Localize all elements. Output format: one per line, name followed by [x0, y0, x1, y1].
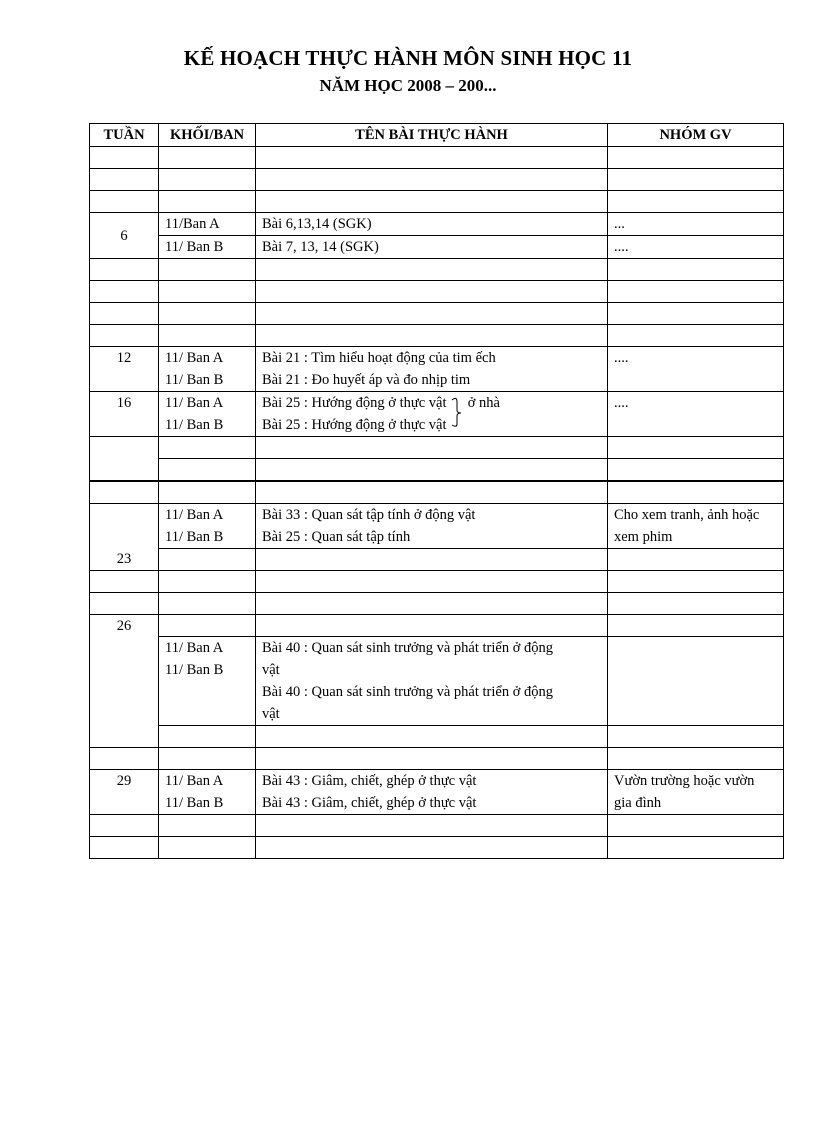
- class-a: 11/ Ban A: [165, 395, 224, 411]
- lesson-b: Bài 25 : Hướng động ở thực vật: [262, 417, 447, 433]
- lesson-cell: [256, 392, 608, 437]
- lesson-cell: [256, 504, 608, 549]
- brace-icon: [450, 392, 464, 432]
- class-cell: [159, 504, 256, 549]
- table-row: [90, 770, 784, 815]
- class-a: 11/ Ban A: [165, 350, 224, 366]
- page-title: KẾ HOẠCH THỰC HÀNH MÔN SINH HỌC 11: [183, 46, 633, 70]
- table-row: [90, 615, 784, 637]
- table-row: [90, 637, 784, 726]
- lesson-a: Bài 33 : Quan sát tập tính ở động vật: [262, 507, 476, 523]
- table-row: [90, 549, 784, 571]
- table-row: [90, 325, 784, 347]
- group-cell: ....: [608, 347, 784, 392]
- class-b: 11/ Ban B: [165, 417, 224, 433]
- class-b: 11/ Ban B: [165, 795, 224, 811]
- header-class: KHỐI/BAN: [159, 124, 256, 147]
- table-row: [90, 726, 784, 748]
- header-week: TUẦN: [90, 124, 159, 147]
- group-cell: ....: [608, 392, 784, 437]
- table-row: [90, 303, 784, 325]
- week-cell: 26: [90, 615, 159, 748]
- group-cell: [608, 504, 784, 549]
- class-cell: 11/Ban A: [159, 213, 256, 236]
- table-header-row: [90, 124, 784, 147]
- class-cell: [159, 770, 256, 815]
- group-cell: ....: [608, 236, 784, 259]
- table-row: [90, 481, 784, 504]
- header-group: NHÓM GV: [608, 124, 784, 147]
- lesson-a: Bài 40 : Quan sát sinh trưởng và phát triển ở động: [262, 640, 553, 656]
- table-row: [90, 191, 784, 213]
- lesson-cell: Bài 7, 13, 14 (SGK): [256, 236, 608, 259]
- group-a: Vườn trường hoặc vườn: [614, 773, 755, 789]
- table-row: [90, 213, 784, 236]
- lesson-a: Bài 21 : Tìm hiểu hoạt động của tim ếch: [262, 350, 496, 366]
- class-cell: [159, 392, 256, 437]
- class-b: 11/ Ban B: [165, 529, 224, 545]
- table-row: [90, 571, 784, 593]
- page-subtitle: NĂM HỌC 2008 – 200...: [319, 76, 497, 95]
- table-row: [90, 815, 784, 837]
- table-row: [90, 392, 784, 437]
- class-cell: [159, 637, 256, 726]
- table-row: [90, 459, 784, 482]
- class-a: 11/ Ban A: [165, 507, 224, 523]
- week-cell: 16: [90, 392, 159, 437]
- lesson-b: Bài 40 : Quan sát sinh trưởng và phát triển ở động: [262, 684, 553, 700]
- table-row: [90, 748, 784, 770]
- table-row: [90, 236, 784, 259]
- table-row: [90, 593, 784, 615]
- lesson-b: Bài 43 : Giâm, chiết, ghép ở thực vật: [262, 795, 477, 811]
- lesson-b: Bài 25 : Quan sát tập tính: [262, 529, 411, 545]
- table-row: [90, 259, 784, 281]
- group-b: gia đình: [614, 795, 662, 811]
- class-cell: [159, 347, 256, 392]
- lesson-b-cont: vật: [262, 706, 280, 722]
- table-row: [90, 437, 784, 459]
- class-cell: 11/ Ban B: [159, 236, 256, 259]
- week-cell: 12: [90, 347, 159, 392]
- lesson-a: Bài 25 : Hướng động ở thực vật: [262, 395, 447, 411]
- practice-plan-table: [89, 123, 784, 859]
- lesson-cell: [256, 347, 608, 392]
- lesson-b: Bài 21 : Đo huyết áp và đo nhịp tim: [262, 372, 471, 388]
- lesson-note: ở nhà: [467, 395, 500, 411]
- group-cell: ...: [608, 213, 784, 236]
- class-a: 11/ Ban A: [165, 640, 224, 656]
- group-b: xem phim: [614, 529, 673, 545]
- table-row: [90, 147, 784, 169]
- header-lesson: TÊN BÀI THỰC HÀNH: [256, 124, 608, 147]
- class-a: 11/ Ban A: [165, 773, 224, 789]
- table-row: [90, 837, 784, 859]
- week-cell: 29: [90, 770, 159, 815]
- table-row: [90, 504, 784, 549]
- lesson-cell: [256, 637, 608, 726]
- lesson-cell: Bài 6,13,14 (SGK): [256, 213, 608, 236]
- lesson-a: Bài 43 : Giâm, chiết, ghép ở thực vật: [262, 773, 477, 789]
- week-cell: 23: [90, 504, 159, 571]
- table-row: [90, 169, 784, 191]
- class-b: 11/ Ban B: [165, 372, 224, 388]
- week-cell: 6: [90, 213, 159, 259]
- table-row: [90, 347, 784, 392]
- group-a: Cho xem tranh, ảnh hoặc: [614, 507, 760, 523]
- table-row: [90, 281, 784, 303]
- group-cell: [608, 770, 784, 815]
- lesson-cell: [256, 770, 608, 815]
- class-b: 11/ Ban B: [165, 662, 224, 678]
- lesson-a-cont: vật: [262, 662, 280, 678]
